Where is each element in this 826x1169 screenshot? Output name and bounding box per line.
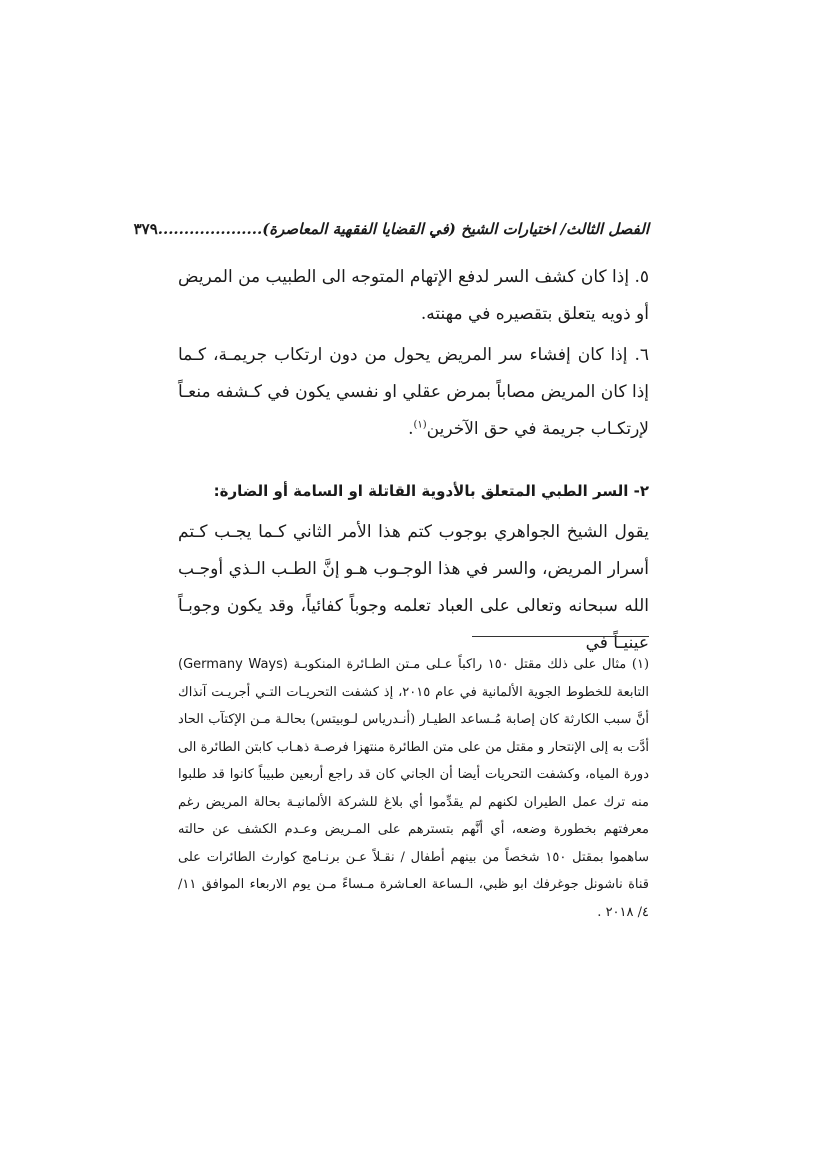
- paragraph-item-6: [178, 337, 649, 448]
- footnote-text-start: مثال على ذلك مقتل ١٥٠ راكباً عـلى مـتن الطـائرة المنكوبـة: [293, 657, 627, 672]
- footnote-reference[interactable]: (١): [413, 419, 427, 431]
- running-header: [133, 213, 649, 245]
- paragraph-item-6-end: .: [408, 419, 414, 439]
- paragraph-item-5-text: ٥. إذا كان كشف السر لدفع الإتهام المتوجه الى الطبيب من المريض أو ذويه يتعلق بتقصيره في مهنته.: [178, 267, 649, 324]
- section-heading: ٢- السر الطبي المتعلق بالأدوية القاتلة او السامة أو الضارة:: [213, 482, 649, 500]
- header-leader-dots: ....................: [157, 220, 263, 238]
- footnote-airline-name: (Germany Ways): [178, 657, 288, 672]
- footnote-separator: [472, 636, 649, 637]
- paragraph-item-6-text: ٦. إذا كان إفشاء سر المريض يحول من دون ارتكاب جريمـة، كـما إذا كان المريض مصاباً بمرض عقلي او نفسي يكون في كـشفه منعـاً لإرتكـاب جريمة في حق الآخرين: [178, 345, 649, 439]
- footnote: [178, 651, 649, 926]
- footnote-number: (١): [631, 657, 650, 672]
- section-body-text: يقول الشيخ الجواهري بوجوب كتم هذا الأمر الثاني كـما يجـب كـتم أسرار المريض، والسر في هذا الوجـوب هـو إنَّ الطـب الـذي أوجـب الله سبحانه وتعالى على العباد تعلمه وجوباً كفائياً، وقد يكون وجوبـاً عينيـاً في: [178, 522, 649, 653]
- paragraph-item-5: [178, 259, 649, 333]
- footnote-text-rest: التابعة للخطوط الجوية الألمانية في عام ٢٠١٥، إذ كشفت التحريـات التـي أجريـت آنذاك أنَّ سبب الكارثة كان إصابة مُـساعد الطيـار (أنـدرياس لـوبيتس) بحالـة مـن الإكتآب الحاد أدَّت به إلى الإنتحار و مقتل من على متن الطائرة منتهزا فرصـة ذهـاب كابتن الطائرة الى دورة المياه، وكشفت التحريات أيضا أن الجاني كان قد راجع أربعين طبيباً كانوا قد طلبوا منه ترك عمل الطيران لكنهم لم يقدِّموا أي بلاغ للشركة الألمانيـة بحالة المريض رغم معرفتهم بخطورة وضعه، أي أنَّهم بتسترهم على المـريض وعـدم الكشف عن حالته ساهموا بمقتل ١٥٠ شخصاً من بينهم أطفال / نقـلاً عـن برنـامج كوارث الطائرات على قناة ناشونل جوغرفك ابو ظبي، الـساعة العـاشرة مـساءً مـن يوم الاربعاء الموافق ١١/ ٤/ ٢٠١٨ .: [178, 684, 650, 920]
- page-number: ٣٧٩: [133, 220, 158, 238]
- section-body: [178, 514, 649, 662]
- chapter-title: الفصل الثالث/ اختيارات الشيخ (في القضايا الفقهية المعاصرة): [262, 220, 649, 238]
